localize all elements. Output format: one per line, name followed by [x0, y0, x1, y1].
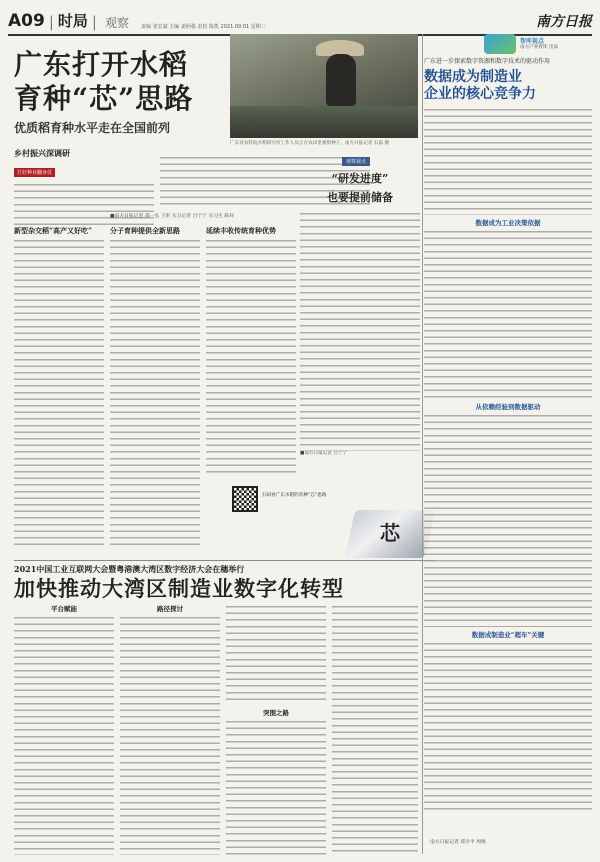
sidebar-title-1: 数据成为制造业 [424, 69, 522, 85]
bottom-pre-title: 2021中国工业互联网大会暨粤港澳大湾区数字经济大会在穗举行 [14, 564, 245, 574]
think-tank-icon [484, 34, 516, 54]
commentary-title-2: 也要提前储备 [327, 191, 393, 204]
sidebar-footer: 南方日报记者 郑少平 周维 [430, 840, 486, 845]
kicker-text [14, 182, 154, 226]
sidebar-text [424, 413, 592, 627]
sidebar-lead: 广东进一步探索数字资源和数字技术的驱动作用 [424, 58, 551, 65]
separator: | [91, 13, 97, 31]
bottom-column-3 [226, 604, 326, 854]
separator: | [48, 13, 54, 31]
column-text [226, 604, 326, 704]
masthead [8, 6, 592, 36]
sidebar-text [424, 107, 592, 215]
sidebar-section-2: 从依赖经验到数据驱动 [475, 403, 541, 411]
subhead-3: 延续丰收传统育种优势 [206, 226, 276, 235]
column-text [14, 615, 114, 855]
sidebar-title-2: 企业的核心竞争力 [424, 86, 536, 102]
main-headline [14, 48, 229, 136]
paddy-water [230, 106, 418, 138]
article-column-3 [206, 222, 296, 478]
section-name: 时局 [57, 12, 88, 30]
column-text [332, 604, 418, 852]
column-text [226, 719, 326, 855]
bottom-article-title [14, 560, 434, 603]
sidebar-text [424, 229, 592, 399]
subhead-1: 新型杂交稻“高产又好吃” [14, 226, 93, 235]
headline-subhead: 优质稻育种水平走在全国前列 [14, 121, 171, 135]
kicker-tag: 打好种业翻身仗 [14, 168, 55, 177]
kicker: 乡村振兴深调研 [14, 148, 70, 158]
photo-caption: 广东省农科院水稻研究所工作人员正在农田里观察种子。南方日报记者 石磊 摄 [230, 141, 390, 146]
article-column-1 [14, 222, 104, 550]
newspaper-logo: 南方日报 [536, 14, 592, 30]
qr-caption: 扫码看广东水稻的育种“芯”思路 [262, 493, 327, 498]
sidebar-text [424, 641, 592, 811]
chip-label: 芯 [380, 521, 400, 545]
sidebar-tag-sub: 南方产业智库 出品 [520, 45, 559, 51]
headline-line2: 育种“芯”思路 [14, 82, 194, 115]
commentary-box [300, 148, 420, 458]
page-number: A09 [8, 11, 45, 31]
sidebar-tag-group [484, 34, 592, 54]
sidebar-article [424, 34, 592, 811]
commentary-tag: 观察视点 [342, 157, 370, 166]
qr-code-icon[interactable] [232, 486, 258, 512]
commentary-title-1: “研发进度” [331, 172, 389, 185]
headline-line1: 广东打开水稻 [14, 48, 189, 81]
sidebar-tag: 智库视点 [520, 38, 545, 46]
masthead-meta: 责编 张宏斌 主编 姜炳强 责校 陈凯 2021.09.01 星期三 [140, 24, 266, 30]
bottom-column-4 [332, 604, 418, 854]
bottom-column-2 [120, 604, 220, 854]
bottom-column-1 [14, 604, 114, 854]
column-text [14, 238, 104, 548]
commentary-footer: ■南方日报记者 吕宁宁 [300, 451, 348, 456]
column-text [120, 615, 220, 855]
bottom-subhead-1: 平台赋能 [51, 605, 77, 613]
column-text [206, 238, 296, 476]
sidebar-section-3: 数据成制造业“超车”关键 [471, 631, 545, 639]
byline: ■南方日报记者 邵一弘 王彭 实习记者 吕宁宁 实习生 陈祥 [110, 214, 235, 219]
sidebar-section-1: 数据成为工业决策依据 [475, 219, 541, 227]
article-column-2 [110, 222, 200, 550]
commentary-text [300, 211, 420, 451]
subhead-2: 分子育种提供全新思路 [110, 226, 180, 235]
column-name: 观察 [104, 16, 129, 30]
rice-field-photo [230, 34, 418, 138]
column-text [110, 238, 200, 548]
bottom-subhead-3: 突围之路 [263, 709, 289, 717]
bottom-main-title: 加快推动大湾区制造业数字化转型 [14, 576, 344, 601]
farmer-figure [326, 54, 356, 106]
column-divider [422, 34, 423, 854]
bottom-subhead-2: 路径探讨 [157, 605, 183, 613]
